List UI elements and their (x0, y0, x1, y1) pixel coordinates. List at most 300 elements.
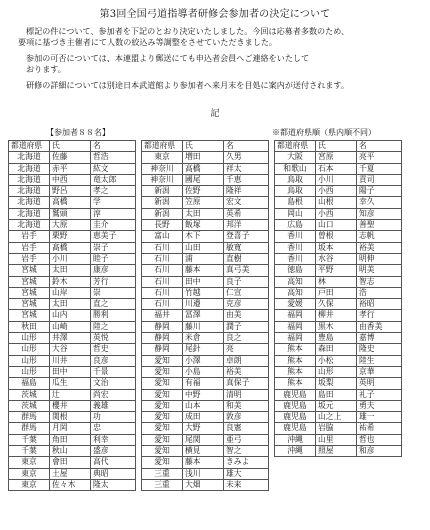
table-row (275, 378, 402, 389)
given-name-cell: 裕美 (224, 366, 269, 377)
prefecture-cell: 新潟 (142, 186, 183, 197)
surname-cell: 髙橋 (50, 242, 91, 253)
given-name-cell: 英悦 (91, 333, 136, 344)
given-name-cell: 志帆 (357, 231, 402, 242)
surname-cell: 黒木 (316, 321, 357, 332)
table-row (275, 333, 402, 344)
given-name-cell: 雄大 (224, 468, 269, 479)
table-row (9, 197, 136, 208)
prefecture-cell: 熊本 (275, 366, 316, 377)
prefecture-cell: 長野 (142, 220, 183, 231)
surname-cell: 米倉 (183, 333, 224, 344)
prefecture-cell: 神奈川 (142, 174, 183, 185)
surname-cell: 鈴木 (50, 276, 91, 287)
table-row (142, 468, 269, 479)
surname-cell: 木下 (183, 231, 224, 242)
order-note: ※都道府県順（県内順不同） (272, 128, 376, 137)
column-header-first: 名 (224, 141, 269, 152)
surname-cell: 山岸 (50, 287, 91, 298)
given-name-cell: 高代 (91, 457, 136, 468)
surname-cell: 関根 (50, 412, 91, 423)
given-name-cell: 久男 (224, 152, 269, 163)
surname-cell: 田中 (183, 276, 224, 287)
given-name-cell: 幸久 (357, 197, 402, 208)
prefecture-cell: 茨城 (9, 400, 50, 411)
table-row (142, 186, 269, 197)
surname-cell: 尾針 (183, 344, 224, 355)
table-row (275, 242, 402, 253)
prefecture-cell: 岩手 (9, 253, 50, 264)
given-name-cell: 英明 (357, 378, 402, 389)
surname-cell: 中西 (50, 174, 91, 185)
surname-cell: 川邉 (183, 299, 224, 310)
prefecture-cell: 山形 (9, 344, 50, 355)
given-name-cell: 敦彦 (224, 412, 269, 423)
prefecture-cell: 山形 (9, 355, 50, 366)
prefecture-cell: 鹿児島 (275, 389, 316, 400)
prefecture-cell: 静岡 (142, 333, 183, 344)
given-name-cell: 亮 (224, 344, 269, 355)
prefecture-cell: 東京 (9, 468, 50, 479)
prefecture-cell: 静岡 (142, 344, 183, 355)
prefecture-cell: 宮城 (9, 287, 50, 298)
table-row (9, 468, 136, 479)
prefecture-cell: 東京 (9, 457, 50, 468)
table-row (9, 400, 136, 411)
prefecture-cell: 福岡 (275, 321, 316, 332)
given-name-cell: 亜弓 (224, 434, 269, 445)
given-name-cell: 良彦 (91, 355, 136, 366)
column-header-first: 名 (91, 141, 136, 152)
surname-cell: 高橋 (50, 197, 91, 208)
surname-cell: 林 (316, 276, 357, 287)
prefecture-cell: 北海道 (9, 220, 50, 231)
prefecture-cell: 石川 (142, 242, 183, 253)
surname-cell: 飯塚 (183, 220, 224, 231)
table-row (9, 152, 136, 163)
given-name-cell: きみよ (224, 457, 269, 468)
table-row (275, 276, 402, 287)
surname-cell: 坂元 (316, 400, 357, 411)
given-name-cell: 良子 (224, 276, 269, 287)
table-row (142, 253, 269, 264)
table-row (142, 479, 269, 490)
given-name-cell: 雄一 (357, 412, 402, 423)
table-row (9, 208, 136, 219)
prefecture-cell: 沖縄 (275, 434, 316, 445)
prefecture-cell: 石川 (142, 287, 183, 298)
surname-cell: 瓜生 (50, 378, 91, 389)
prefecture-cell: 石川 (142, 299, 183, 310)
surname-cell: 山里 (316, 434, 357, 445)
surname-cell: 櫻井 (50, 400, 91, 411)
prefecture-cell: 香川 (275, 231, 316, 242)
given-name-cell: 崇 (91, 287, 136, 298)
prefecture-cell: 北海道 (9, 186, 50, 197)
given-name-cell: 潤子 (224, 321, 269, 332)
prefecture-cell: 福井 (142, 310, 183, 321)
given-name-cell: 利幸 (91, 434, 136, 445)
given-name-cell: 隆太 (91, 479, 136, 490)
given-name-cell: 恵美子 (91, 231, 136, 242)
surname-cell: 野呂 (50, 186, 91, 197)
prefecture-cell: 沖縄 (275, 446, 316, 457)
intro-paragraph-3: 研修の詳細については別途日本武道館より参加者へ来月末を目処に案内が送付されます。 (26, 79, 349, 90)
prefecture-cell: 東京 (9, 479, 50, 490)
table-row (275, 197, 402, 208)
table-row (9, 355, 136, 366)
table-row (9, 423, 136, 434)
surname-cell: 柳井 (316, 310, 357, 321)
prefecture-cell: 秋田 (9, 321, 50, 332)
table-row (142, 197, 269, 208)
given-name-cell: 忠 (91, 423, 136, 434)
table-row (9, 253, 136, 264)
given-name-cell: 京華 (357, 366, 402, 377)
prefecture-cell: 徳島 (275, 265, 316, 276)
given-name-cell: 由美 (224, 310, 269, 321)
table-row (142, 321, 269, 332)
surname-cell: 宮原 (316, 152, 357, 163)
surname-cell: 成田 (183, 412, 224, 423)
given-name-cell: 智志 (357, 276, 402, 287)
table-row (275, 163, 402, 174)
table-row (142, 355, 269, 366)
surname-cell: 山本 (183, 400, 224, 411)
given-name-cell: 仁宣 (224, 287, 269, 298)
prefecture-cell: 島根 (275, 197, 316, 208)
given-name-cell: 芳行 (91, 276, 136, 287)
prefecture-cell: 石川 (142, 265, 183, 276)
surname-cell: 竹越 (183, 287, 224, 298)
table-row (142, 299, 269, 310)
surname-cell: 大谷 (50, 344, 91, 355)
roster-table-2 (141, 140, 269, 491)
table-row (275, 220, 402, 231)
table-row (9, 378, 136, 389)
prefecture-cell: 鹿児島 (275, 423, 316, 434)
prefecture-cell: 広島 (275, 220, 316, 231)
given-name-cell: 真弓美 (224, 265, 269, 276)
surname-cell: 川井 (50, 355, 91, 366)
prefecture-cell: 福岡 (275, 333, 316, 344)
given-name-cell: 哲也 (357, 434, 402, 445)
surname-cell: 石本 (316, 163, 357, 174)
table-row (275, 186, 402, 197)
prefecture-cell: 宮城 (9, 276, 50, 287)
table-row (142, 412, 269, 423)
intro-paragraph-2b: おります。 (26, 64, 66, 75)
page-title: 第3回全国弓道指導者研修会参加者の決定について (99, 9, 331, 20)
surname-cell: 戸田 (316, 287, 357, 298)
prefecture-cell: 新潟 (142, 197, 183, 208)
prefecture-cell: 山形 (9, 333, 50, 344)
prefecture-cell: 富山 (142, 231, 183, 242)
column-header-last: 氏 (50, 141, 91, 152)
given-name-cell: 千恵 (224, 174, 269, 185)
table-row (9, 446, 136, 457)
prefecture-cell: 北海道 (9, 197, 50, 208)
prefecture-cell: 鳥取 (275, 174, 316, 185)
table-row (142, 400, 269, 411)
column-header-pref: 都道府県 (142, 141, 183, 152)
given-name-cell: 康彦 (91, 265, 136, 276)
prefecture-cell: 福島 (9, 378, 50, 389)
surname-cell: 照屋 (316, 446, 357, 457)
surname-cell: 水谷 (316, 253, 357, 264)
table-row (142, 152, 269, 163)
surname-cell: 久保 (316, 299, 357, 310)
surname-cell: 山根 (316, 197, 357, 208)
surname-cell: 小松 (316, 355, 357, 366)
table-row (142, 423, 269, 434)
prefecture-cell: 岩手 (9, 242, 50, 253)
given-name-cell: 和彦 (357, 446, 402, 457)
prefecture-cell: 岩手 (9, 231, 50, 242)
table-row (275, 265, 402, 276)
surname-cell: 土屋 (50, 468, 91, 479)
table-row (142, 220, 269, 231)
table-row (9, 412, 136, 423)
surname-cell: 笠原 (183, 197, 224, 208)
table-row (9, 163, 136, 174)
surname-cell: 冨澤 (183, 310, 224, 321)
table-row (275, 299, 402, 310)
prefecture-cell: 宮城 (9, 310, 50, 321)
prefecture-cell: 愛知 (142, 423, 183, 434)
table-row (9, 389, 136, 400)
table-row (275, 434, 402, 445)
given-name-cell: 圭介 (91, 220, 136, 231)
given-name-cell: 卓朗 (224, 355, 269, 366)
surname-cell: 森田 (316, 344, 357, 355)
surname-cell: 田中 (50, 366, 91, 377)
column-header-first: 名 (357, 141, 402, 152)
table-row (142, 366, 269, 377)
table-row (142, 231, 269, 242)
surname-cell: 山口 (316, 220, 357, 231)
given-name-cell: 嘉博 (357, 333, 402, 344)
surname-cell: 尾関 (183, 434, 224, 445)
table-row (275, 152, 402, 163)
surname-cell: 小西 (316, 208, 357, 219)
intro-paragraph-1b: 要項に基づき主催者にて人数の絞込み等調整をさせていただきました。 (18, 37, 278, 48)
given-name-cell: 和美 (224, 400, 269, 411)
surname-cell: 赤平 (50, 163, 91, 174)
surname-cell: 岩脇 (316, 423, 357, 434)
prefecture-cell: 愛知 (142, 389, 183, 400)
given-name-cell: 典昭 (91, 468, 136, 479)
given-name-cell: 哲史 (91, 344, 136, 355)
given-name-cell: 学 (91, 197, 136, 208)
column-header-pref: 都道府県 (9, 141, 50, 152)
prefecture-cell: 愛知 (142, 434, 183, 445)
roster-table-3 (274, 140, 402, 457)
prefecture-cell: 鹿児島 (275, 400, 316, 411)
given-name-cell: 義雄 (91, 400, 136, 411)
table-row (9, 434, 136, 445)
prefecture-cell: 愛知 (142, 366, 183, 377)
table-row (275, 412, 402, 423)
given-name-cell: 知彦 (357, 208, 402, 219)
surname-cell: 中野 (183, 389, 224, 400)
table-row (275, 389, 402, 400)
table-row (142, 333, 269, 344)
prefecture-cell: 愛知 (142, 378, 183, 389)
prefecture-cell: 愛知 (142, 457, 183, 468)
given-name-cell: 千夏 (357, 163, 402, 174)
table-row (142, 276, 269, 287)
table-row (275, 287, 402, 298)
given-name-cell: 隆史 (357, 344, 402, 355)
prefecture-cell: 愛知 (142, 446, 183, 457)
prefecture-cell: 熊本 (275, 355, 316, 366)
surname-cell: 佐々木 (50, 479, 91, 490)
surname-cell: 佐藤 (50, 152, 91, 163)
given-name-cell: 陸生 (357, 355, 402, 366)
prefecture-cell: 高知 (275, 276, 316, 287)
prefecture-cell: 宮城 (9, 299, 50, 310)
given-name-cell: 明美 (357, 265, 402, 276)
table-row (9, 287, 136, 298)
prefecture-cell: 和歌山 (275, 163, 316, 174)
given-name-cell: 睦子 (91, 253, 136, 264)
table-row (9, 265, 136, 276)
column-header-last: 氏 (183, 141, 224, 152)
surname-cell: 小西 (316, 186, 357, 197)
given-name-cell: 克彦 (224, 299, 269, 310)
surname-cell: 太田 (183, 208, 224, 219)
surname-cell: 大原 (50, 220, 91, 231)
given-name-cell: 陸之 (91, 321, 136, 332)
table-row (9, 276, 136, 287)
given-name-cell: 良之 (224, 333, 269, 344)
prefecture-cell: 熊本 (275, 378, 316, 389)
given-name-cell: 礼子 (357, 389, 402, 400)
intro-paragraph-1a: 標記の件について、参加者を下記のとおり決定いたしました。今回は応募者多数のため、 (26, 26, 350, 36)
table-row (142, 310, 269, 321)
given-name-cell: 裕美 (357, 242, 402, 253)
table-header-row (275, 141, 402, 152)
table-row (275, 400, 402, 411)
prefecture-cell: 愛知 (142, 400, 183, 411)
surname-cell: 山内 (50, 310, 91, 321)
given-name-cell: 敏寛 (224, 242, 269, 253)
table-row (9, 186, 136, 197)
participant-count-label: 【参加者８８名】 (46, 128, 110, 137)
table-row (9, 310, 136, 321)
column-header-last: 氏 (316, 141, 357, 152)
surname-cell: 山田 (183, 242, 224, 253)
prefecture-cell: 香川 (275, 242, 316, 253)
surname-cell: 月岡 (50, 423, 91, 434)
prefecture-cell: 福岡 (275, 310, 316, 321)
prefecture-cell: 山形 (9, 366, 50, 377)
ki-heading: 記 (210, 109, 220, 119)
given-name-cell: 隆祥 (224, 186, 269, 197)
table-row (142, 434, 269, 445)
given-name-cell: 祥太 (224, 163, 269, 174)
surname-cell: 島田 (316, 389, 357, 400)
prefecture-cell: 東京 (142, 152, 183, 163)
given-name-cell: 登喜子 (224, 231, 269, 242)
prefecture-cell: 北海道 (9, 174, 50, 185)
prefecture-cell: 群馬 (9, 412, 50, 423)
table-row (142, 287, 269, 298)
prefecture-cell: 千葉 (9, 434, 50, 445)
table-row (142, 457, 269, 468)
surname-cell: 太田 (50, 299, 91, 310)
table-row (275, 355, 402, 366)
surname-cell: 鷲頭 (50, 208, 91, 219)
table-row (142, 208, 269, 219)
prefecture-cell: 静岡 (142, 321, 183, 332)
table-row (9, 299, 136, 310)
given-name-cell: 宏文 (224, 197, 269, 208)
surname-cell: 藤川 (183, 321, 224, 332)
surname-cell: 辻 (50, 389, 91, 400)
given-name-cell: 祐希 (357, 423, 402, 434)
intro-text (18, 26, 418, 91)
surname-cell: 小川 (316, 174, 357, 185)
surname-cell: 曽根 (316, 231, 357, 242)
given-name-cell: 淳 (91, 208, 136, 219)
table-row (275, 344, 402, 355)
given-name-cell: 真保子 (224, 378, 269, 389)
given-name-cell: 直之 (91, 299, 136, 310)
roster-table-1 (8, 140, 136, 491)
prefecture-cell: 茨城 (9, 389, 50, 400)
surname-cell: 秋山 (50, 446, 91, 457)
table-row (142, 174, 269, 185)
given-name-cell: 裕昭 (357, 299, 402, 310)
surname-cell: 豊島 (316, 333, 357, 344)
table-row (142, 265, 269, 276)
prefecture-cell: 愛知 (142, 355, 183, 366)
prefecture-cell: 香川 (275, 253, 316, 264)
table-row (142, 344, 269, 355)
table-row (142, 378, 269, 389)
surname-cell: 大野 (183, 423, 224, 434)
table-row (275, 174, 402, 185)
table-row (275, 310, 402, 321)
table-row (9, 231, 136, 242)
column-header-pref: 都道府県 (275, 141, 316, 152)
surname-cell: 坂梨 (316, 378, 357, 389)
given-name-cell: 貢司 (357, 174, 402, 185)
given-name-cell: 未来 (224, 479, 269, 490)
given-name-cell: 英希 (224, 208, 269, 219)
given-name-cell: 陽子 (357, 186, 402, 197)
prefecture-cell: 鳥取 (275, 186, 316, 197)
given-name-cell: 勝利 (91, 310, 136, 321)
table-row (142, 242, 269, 253)
surname-cell: 山之上 (316, 412, 357, 423)
given-name-cell: 明伸 (357, 253, 402, 264)
prefecture-cell: 三重 (142, 468, 183, 479)
surname-cell: 浅川 (183, 468, 224, 479)
intro-paragraph-2a: 参加の可否については、本連盟より郵送にても申込者会員へご連絡をいたして (26, 52, 310, 63)
prefecture-cell: 鹿児島 (275, 412, 316, 423)
surname-cell: 増田 (183, 152, 224, 163)
surname-cell: 小澤 (183, 355, 224, 366)
surname-cell: 小川 (50, 253, 91, 264)
surname-cell: 有福 (183, 378, 224, 389)
given-name-cell: 善聖 (357, 220, 402, 231)
table-row (9, 174, 136, 185)
given-name-cell: 良憲 (224, 423, 269, 434)
given-name-cell: 孝之 (91, 186, 136, 197)
